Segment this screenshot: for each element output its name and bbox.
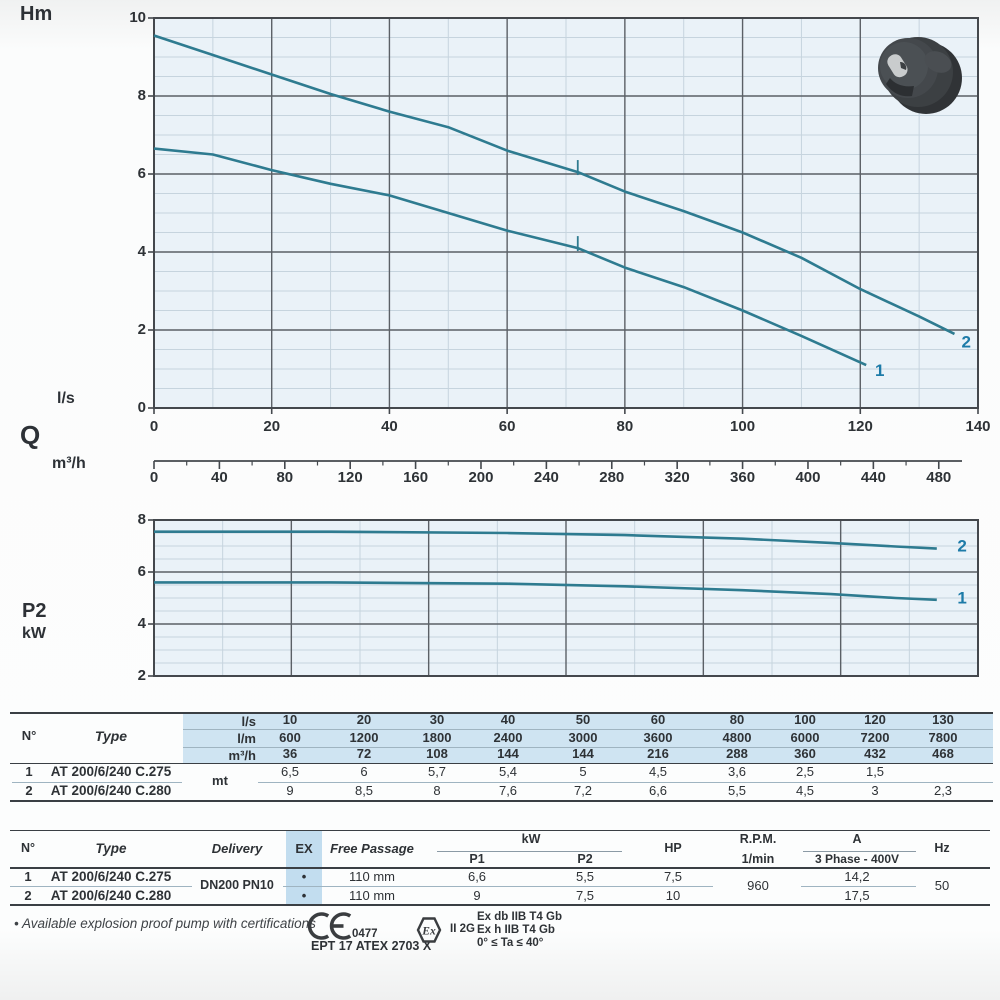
head-value: 5,4 [498, 764, 518, 779]
flow-lm-value: 3600 [643, 729, 673, 745]
ce-number: 0477 [352, 928, 378, 940]
head-value: 8,5 [354, 782, 374, 798]
flow-m3h-value: 216 [647, 746, 669, 761]
flow-ls-tick: 80 [616, 418, 634, 435]
unit-label-lm: l/m [237, 731, 256, 746]
col-header-type: Type [94, 728, 128, 744]
head-value: 9 [286, 782, 294, 798]
flow-ls-value: 120 [864, 712, 886, 727]
flow-m3h-tick: 440 [860, 469, 886, 486]
col-header-n: N° [21, 728, 37, 743]
current-value: 17,5 [844, 887, 870, 903]
rpm-value: 960 [747, 878, 769, 893]
head-value: 7,2 [573, 782, 593, 798]
flow-ls-value: 80 [729, 712, 745, 727]
ex-cert-line: Ex h IIB T4 Gb [477, 924, 555, 936]
col-header-free-passage: Free Passage [330, 840, 414, 856]
delivery-value: DN200 PN10 [200, 878, 274, 892]
current-value: 14,2 [844, 868, 870, 884]
head-value: 3 [871, 782, 879, 798]
power-chart-ytick: 4 [137, 615, 146, 632]
flow-ls-value: 130 [932, 712, 954, 727]
p1-value: 9 [473, 887, 481, 903]
head-value: 5,5 [727, 782, 747, 798]
flow-m3h-value: 288 [726, 746, 748, 761]
flow-m3h-value: 72 [356, 746, 372, 761]
unit-label-ls: l/s [241, 713, 256, 729]
flow-m3h-value: 36 [282, 746, 298, 761]
flow-lm-value: 6000 [790, 729, 820, 745]
pump-type: AT 200/6/240 C.275 [50, 764, 172, 779]
ex-cert-line: Ex db IIB T4 Gb [477, 911, 562, 923]
head-chart-ytick: 6 [137, 165, 146, 182]
atex-certificate: EPT 17 ATEX 2703 X [311, 939, 432, 953]
head-value: 7,6 [498, 782, 518, 798]
flow-m3h-tick: 80 [276, 469, 294, 486]
flow-lm-value: 2400 [493, 729, 523, 745]
flow-m3h-value: 432 [864, 746, 886, 761]
ex-available-dot: • [301, 868, 307, 884]
ex-available-dot: • [301, 887, 307, 903]
flow-unit-ls-label: l/s [57, 390, 75, 407]
pump-type: AT 200/6/240 C.280 [50, 887, 172, 903]
col-header-rpm: R.P.M. [739, 831, 777, 846]
head-value: 1,5 [865, 764, 885, 779]
pump-photo [866, 22, 966, 122]
hp-value: 7,5 [663, 868, 683, 884]
head-value: 2,3 [933, 782, 953, 798]
flow-m3h-tick: 360 [730, 469, 756, 486]
flow-ls-value: 10 [282, 712, 298, 727]
flow-ls-tick: 20 [263, 418, 281, 435]
head-chart-ytick: 4 [137, 243, 146, 260]
flow-lm-value: 1200 [349, 729, 379, 745]
flow-lm-value: 3000 [568, 729, 598, 745]
flow-ls-tick: 100 [730, 418, 756, 435]
head-value: 8 [433, 782, 441, 798]
flow-ls-value: 20 [356, 712, 372, 727]
flow-lm-value: 4800 [722, 729, 752, 745]
flow-m3h-tick: 240 [533, 469, 559, 486]
pump-row-number: 2 [25, 782, 33, 798]
col-header-p1: P1 [469, 852, 485, 866]
power-chart-ylabel: P2 [22, 600, 47, 622]
col-header-delivery: Delivery [211, 840, 263, 856]
curve-label-1: 1 [957, 588, 967, 608]
pump-type: AT 200/6/240 C.280 [50, 782, 172, 798]
col-header-rpm-unit: 1/min [741, 852, 775, 866]
table-border [10, 904, 990, 906]
p1-value: 6,6 [467, 868, 487, 884]
head-chart-ytick: 0 [137, 399, 146, 416]
head-value: 6,6 [648, 782, 668, 798]
head-value: 5 [579, 764, 587, 779]
flow-m3h-tick: 280 [599, 469, 625, 486]
unit-label-m3h: m³/h [228, 747, 256, 763]
pump-row-number: 1 [24, 868, 32, 884]
flow-ls-value: 100 [794, 712, 816, 727]
col-header-type: Type [95, 840, 127, 856]
hz-value: 50 [934, 878, 950, 893]
flow-m3h-tick: 480 [926, 469, 952, 486]
flow-ls-value: 60 [650, 712, 666, 727]
flow-m3h-tick: 0 [149, 469, 159, 486]
curve-label-1: 1 [875, 361, 885, 381]
flow-lm-value: 7200 [860, 729, 890, 745]
power-chart-ytick: 2 [137, 667, 146, 684]
flow-m3h-tick: 40 [211, 469, 228, 486]
head-value: 3,6 [727, 764, 747, 779]
flow-m3h-value: 108 [426, 746, 448, 761]
head-value: 4,5 [648, 764, 668, 779]
col-header-phase: 3 Phase - 400V [814, 852, 900, 866]
head-chart-ytick: 10 [129, 9, 146, 26]
p2-value: 5,5 [575, 868, 595, 884]
flow-ls-tick: 140 [965, 418, 991, 435]
flow-m3h-tick: 120 [337, 469, 363, 486]
col-header-hp: HP [664, 840, 682, 855]
head-chart-ylabel: Hm [20, 3, 53, 25]
svg-text:Ex: Ex [422, 925, 436, 938]
explosion-proof-note: • Available explosion proof pump with certifications [14, 916, 316, 931]
curve-label-2: 2 [961, 332, 971, 352]
col-header-kw: kW [521, 831, 541, 846]
pump-type: AT 200/6/240 C.275 [50, 868, 172, 884]
head-value: 2,5 [795, 764, 815, 779]
ex-hexagon-icon [412, 914, 446, 946]
flow-ls-value: 40 [500, 712, 516, 727]
ex-temp-range: 0° ≤ Ta ≤ 40° [477, 937, 544, 949]
head-value: 6,5 [280, 764, 300, 779]
flow-axis-label: Q [20, 420, 41, 450]
col-header-ex: EX [295, 840, 313, 856]
head-chart [154, 18, 978, 408]
flow-lm-value: 1800 [422, 729, 452, 745]
free-passage-value: 110 mm [349, 887, 395, 903]
flow-ls-tick: 0 [149, 418, 159, 435]
head-chart-ytick: 2 [137, 321, 146, 338]
flow-ls-tick: 120 [847, 418, 873, 435]
flow-ls-value: 30 [429, 712, 445, 727]
p2-value: 7,5 [575, 887, 595, 903]
ex-group-label: II 2G [450, 923, 475, 935]
flow-ls-value: 50 [575, 712, 591, 727]
flow-m3h-tick: 400 [795, 469, 821, 486]
pump-row-number: 1 [25, 764, 33, 779]
flow-ls-tick: 60 [498, 418, 516, 435]
power-chart-ytick: 8 [137, 511, 146, 528]
free-passage-value: 110 mm [349, 868, 395, 884]
row-rule [283, 886, 713, 887]
head-value: 6 [360, 764, 368, 779]
col-header-a: A [852, 831, 862, 846]
flow-unit-m3h-label: m³/h [52, 455, 86, 472]
flow-m3h-value: 144 [497, 746, 519, 761]
curve-label-2: 2 [957, 536, 967, 556]
table-border [10, 800, 993, 802]
flow-m3h-value: 468 [932, 746, 954, 761]
flow-m3h-tick: 200 [468, 469, 494, 486]
pump-row-number: 2 [24, 887, 32, 903]
ce-mark-icon [308, 911, 356, 941]
col-header-n: N° [20, 840, 36, 855]
col-header-p2: P2 [577, 852, 593, 866]
hp-value: 10 [665, 887, 681, 903]
table-border [10, 830, 990, 832]
flow-m3h-value: 144 [572, 746, 594, 761]
flow-m3h-value: 360 [794, 746, 816, 761]
flow-m3h-tick: 320 [664, 469, 690, 486]
head-value: 5,7 [427, 764, 447, 779]
col-header-hz: Hz [934, 840, 950, 855]
head-value: 4,5 [795, 782, 815, 798]
head-chart-ytick: 8 [137, 87, 146, 104]
power-chart-unit-label: kW [22, 625, 46, 642]
flow-lm-value: 600 [279, 729, 301, 745]
flow-ls-tick: 40 [381, 418, 398, 435]
unit-label-mt: mt [212, 773, 228, 788]
flow-lm-value: 7800 [928, 729, 958, 745]
power-chart [154, 520, 978, 676]
flow-m3h-tick: 160 [403, 469, 429, 486]
power-chart-ytick: 6 [137, 563, 146, 580]
kw-subheader-rule [437, 851, 622, 852]
